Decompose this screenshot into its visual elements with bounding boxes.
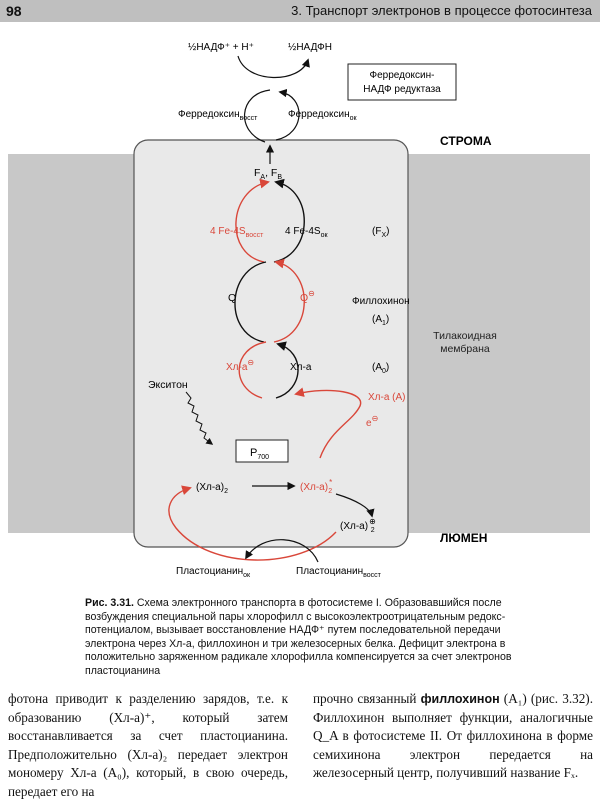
a0-label: $(A_0)$: [372, 362, 390, 375]
caption-label: Рис. 3.31.: [85, 597, 134, 609]
fnr-enzyme-line1: Ферредоксин-: [369, 70, 435, 81]
body-text-left: фотона приводит к разделению зарядов, т.е. к образованию (Хл-a)⁺, который затем восстанавливается за счет пластоцианина. Предположительно (Хл-a)₂ передает электрон мономеру Хл-a (A₀), который, в свою очередь, передает его на: [8, 691, 288, 799]
chl-pair-excited: (Хл-a)* 2: [300, 478, 333, 495]
figure-caption: [85, 597, 545, 679]
p700-label: $P_{700}$: [250, 447, 270, 461]
lumen-label: ЛЮМЕН: [440, 531, 488, 545]
chl-pair-cation: (Хл-a)⊕ 2: [340, 517, 376, 534]
body-text-right: прочно связанный филлохинон (A₁) (рис. 3.32). Филлохинон выполняет функции, аналогичные Q_A в фотосистеме II. От филлохинона в форме семихинона электрон передается на железосерный центр, получивший название Fₓ.: [313, 691, 593, 780]
page-header: [0, 0, 600, 22]
fnr-enzyme-line2: НАДФ редуктаза: [363, 84, 441, 95]
fa-fb-cluster: $F_A$, $F_B$: [254, 167, 283, 181]
electron-label: e⊖: [366, 414, 379, 429]
fes-oxidized: 4 $Fe-4S_{ок}$: [285, 226, 328, 239]
chl-a-a0-label: Хл-a (A): [368, 392, 406, 403]
chapter-title: 3. Транспорт электронов в процессе фотосинтеза: [291, 3, 592, 18]
fx-label: $(F_X)$: [372, 226, 390, 239]
phylloquinone-term: филлохинон: [420, 692, 500, 706]
plastocyanin-reduced: Пластоцианин$_{восст}$: [296, 566, 381, 579]
a1-label: $(A_1)$: [372, 314, 390, 327]
page-number: 98: [6, 3, 22, 19]
membrane-label-line2: мембрана: [440, 343, 490, 355]
ps1-electron-transport-diagram: [0, 22, 600, 592]
exciton-label: Экситон: [148, 379, 188, 391]
chl-a-oxidized: Хл-a: [290, 362, 312, 373]
membrane-label-line1: Тилакоидная: [433, 330, 497, 342]
nadp-reactant: ½НАДФ⁺ + H⁺: [188, 42, 254, 53]
chl-a-reduced: Хл-a⊖: [226, 358, 255, 373]
ferredoxin-oxidized: Ферредоксин$_{ок}$: [288, 109, 357, 122]
phylloquinone-red: Q⊖: [300, 289, 315, 304]
chl-pair-ground: $(Хл-a)_2$: [196, 482, 228, 495]
plastocyanin-oxidized: Пластоцианин$_{ок}$: [176, 566, 251, 579]
caption-text: Схема электронного транспорта в фотосистеме I. Образовавшийся после возбуждения специальной пары хлорофилл с высокоэлектроотрицательным редокс-потенциалом, вызывает восстановление НАДФ⁺ путем последовательной передачи электрона через Хл-a, филлохинон и три железосерных белка. Дефицит электрона в положительно заряженном радикале хлорофилла компенсируется за счет электронов пластоцианина: [85, 597, 512, 677]
nadph-product: ½НАДФН: [288, 42, 332, 53]
nadp-reduction-arc: [238, 56, 308, 78]
stroma-label: СТРОМА: [440, 134, 492, 148]
phylloquinone-ox: Q: [228, 292, 237, 304]
ferredoxin-reduced: Ферредоксин$_{восст}$: [178, 109, 258, 122]
phylloquinone-label: Филлохинон: [352, 296, 410, 307]
fes-reduced: 4 $Fe-4S_{восст}$: [210, 226, 264, 239]
